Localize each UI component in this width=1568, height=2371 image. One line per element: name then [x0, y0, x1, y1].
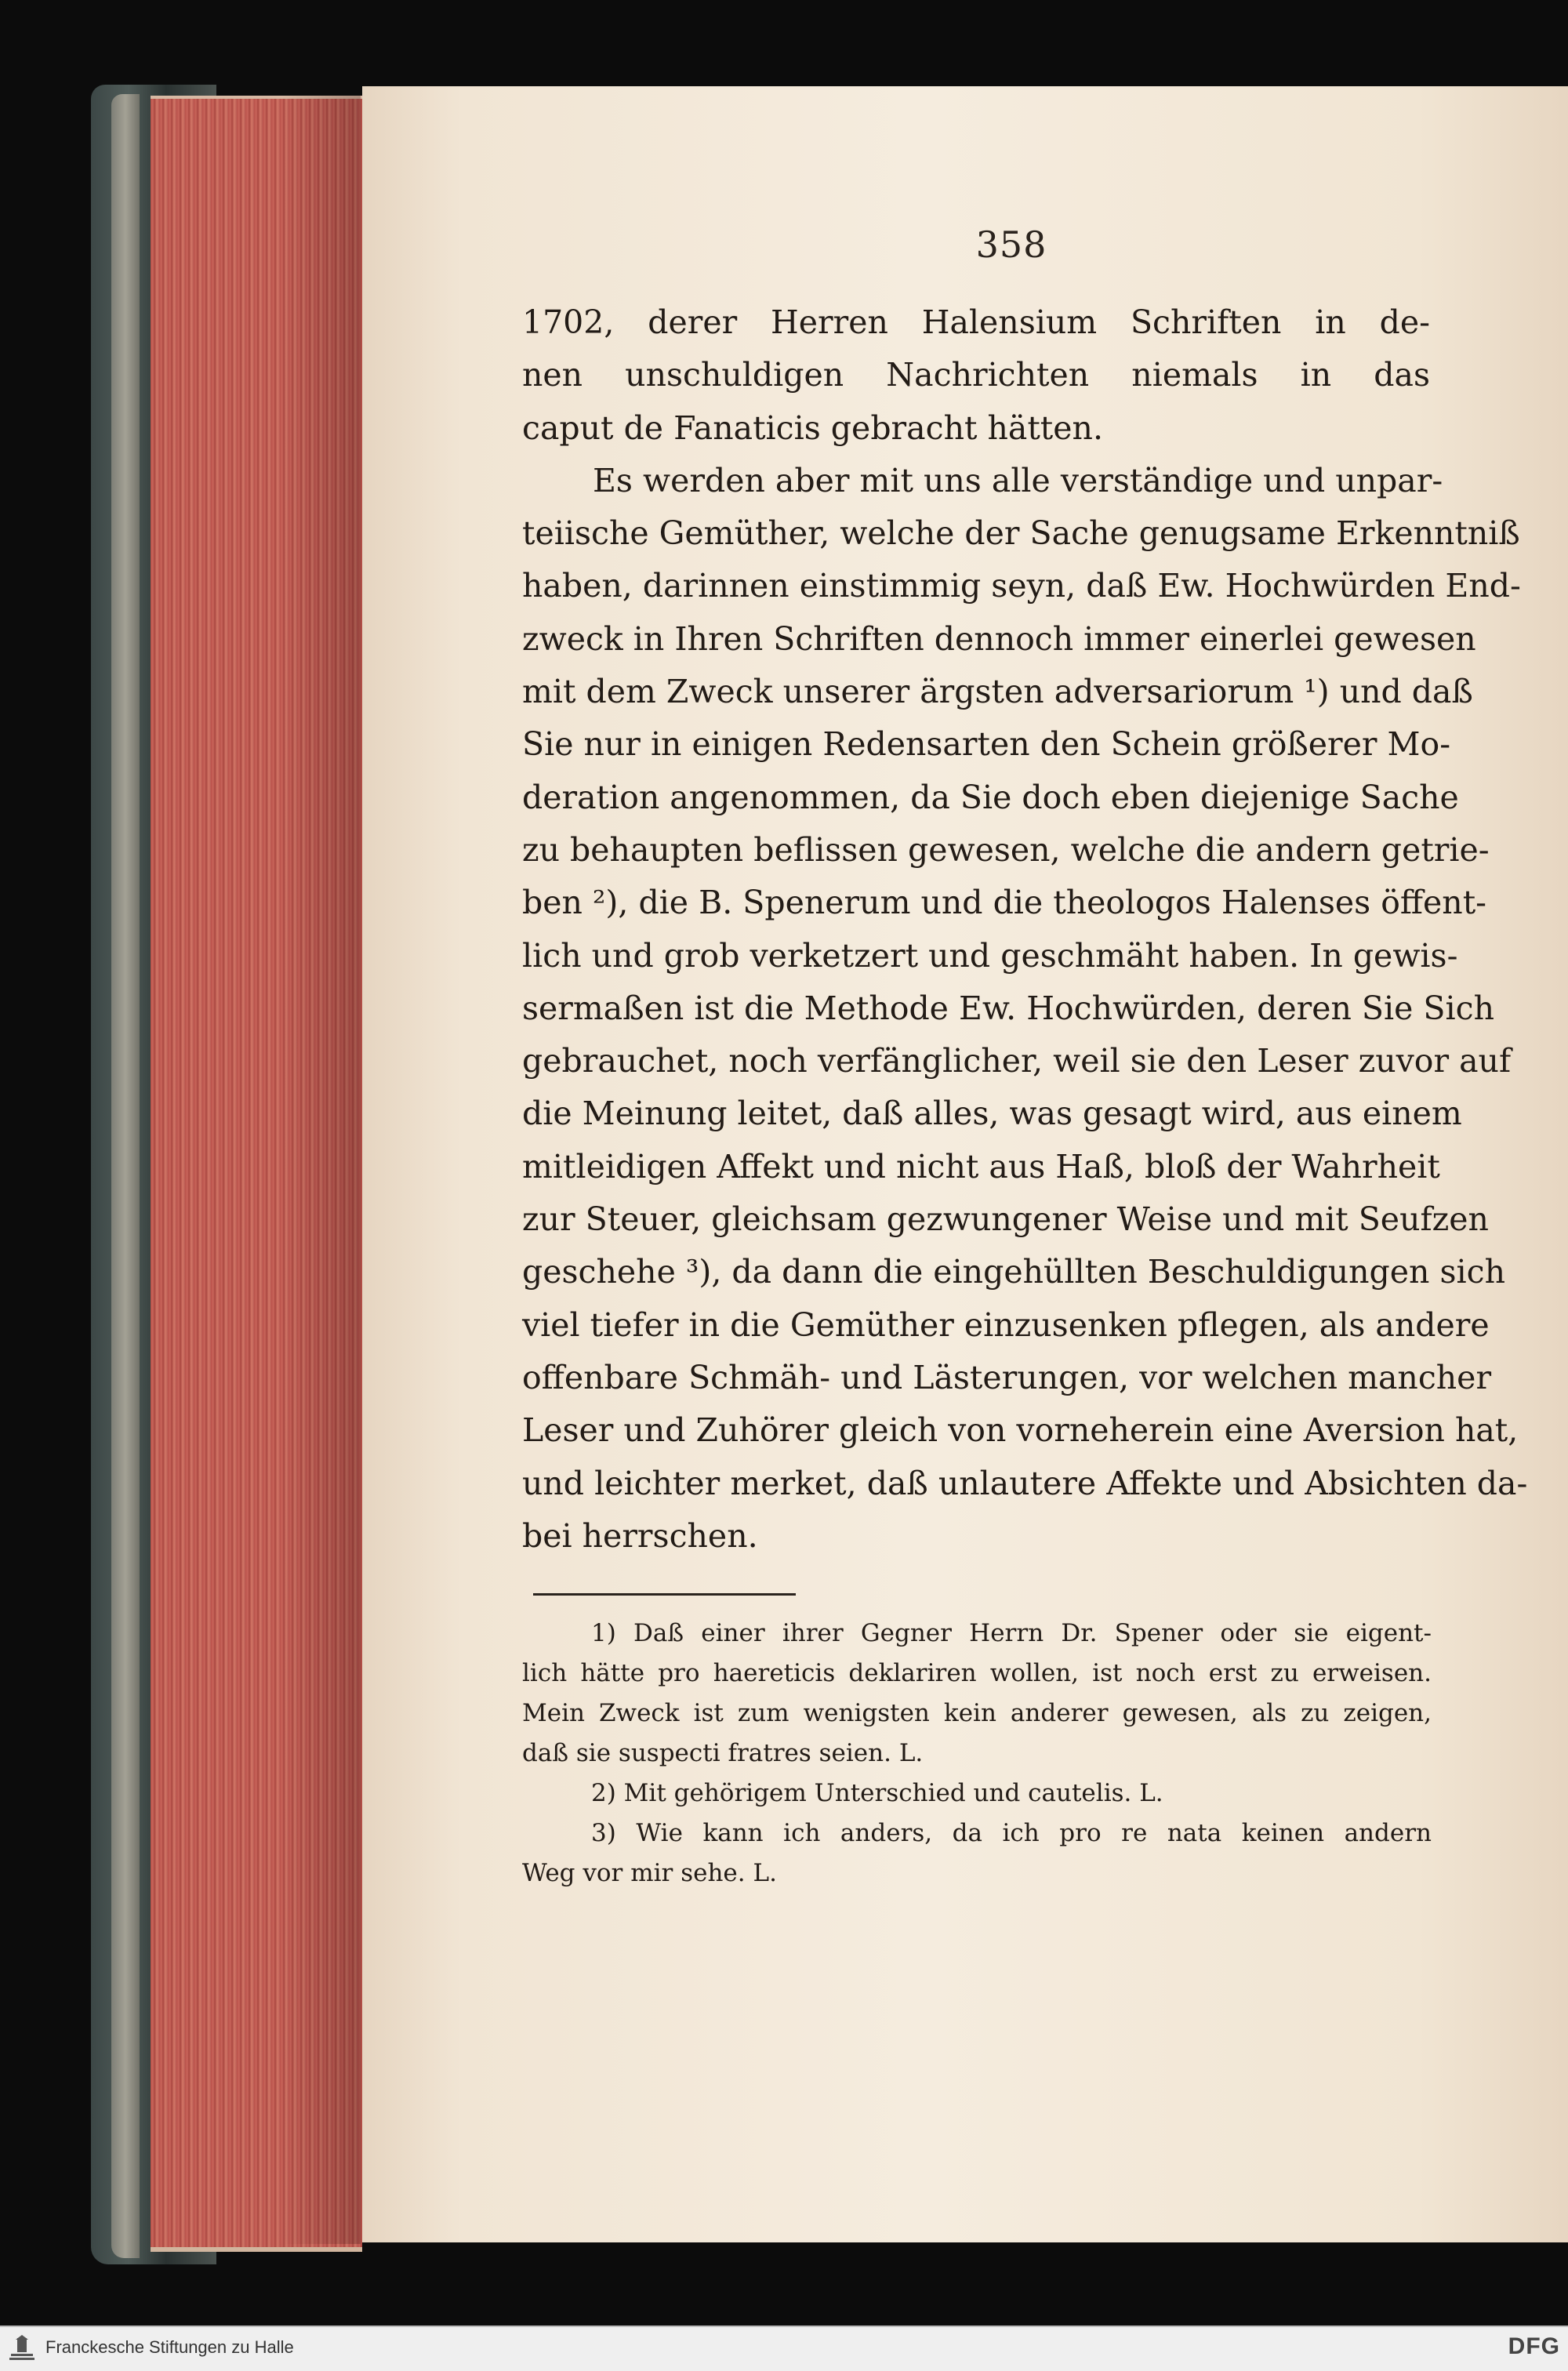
text-line: 1702, derer Herren Halensium Schriften in de-: [522, 303, 1430, 341]
text-line: offenbare Schmäh- und Lästerungen, vor welchen mancher: [522, 1358, 1492, 1396]
text-line: haben, darinnen einstimmig seyn, daß Ew. Hochwürden End-: [522, 567, 1521, 605]
page-number: 358: [975, 223, 1047, 266]
text-line: mit dem Zweck unserer ärgsten adversariorum ¹) und daß: [522, 673, 1473, 711]
text-line: Es werden aber mit uns alle verständige und unpar-: [593, 461, 1443, 499]
footnotes: [522, 1614, 1432, 1894]
text-line: viel tiefer in die Gemüther einzusenken pflegen, als andere: [522, 1305, 1490, 1344]
text-line: zweck in Ihren Schriften dennoch immer einerlei gewesen: [522, 619, 1476, 658]
text-line: geschehe ³), da dann die eingehüllten Beschuldigungen sich: [522, 1253, 1506, 1291]
dfg-logo: DFG: [1508, 2333, 1560, 2359]
page-edges-shadow: [282, 96, 361, 2244]
text-line: lich und grob verketzert und geschmäht haben. In gewis-: [522, 936, 1458, 975]
footnote-line: Mein Zweck ist zum wenigsten kein anderer gewesen, als zu zeigen,: [522, 1699, 1432, 1727]
footnote-line: 2) Mit gehörigem Unterschied und cautelis. L.: [591, 1779, 1163, 1807]
text-line: zur Steuer, gleichsam gezwungener Weise und mit Seufzen: [522, 1200, 1489, 1239]
footnote-line: 3) Wie kann ich anders, da ich pro re nata keinen andern: [591, 1819, 1432, 1847]
text-line: caput de Fanaticis gebracht hätten.: [522, 408, 1103, 447]
text-line: ben ²), die B. Spenerum und die theologos Halenses öffent-: [522, 884, 1487, 922]
text-line: bei herrschen.: [522, 1516, 758, 1555]
text-line: teiische Gemüther, welche der Sache genugsame Erkenntniß: [522, 514, 1520, 553]
text-line: die Meinung leitet, daß alles, was gesagt wird, aus einem: [522, 1095, 1462, 1133]
text-line: Leser und Zuhörer gleich von vorneherein eine Aversion hat,: [522, 1411, 1519, 1450]
institution-name: Franckesche Stiftungen zu Halle: [45, 2337, 294, 2357]
footnote-line: 1) Daß einer ihrer Gegner Herrn Dr. Spener oder sie eigent-: [591, 1619, 1432, 1647]
text-line: nen unschuldigen Nachrichten niemals in das: [522, 356, 1430, 394]
text-line: mitleidigen Affekt und nicht aus Haß, bloß der Wahrheit: [522, 1147, 1440, 1186]
cover-edge: [111, 94, 140, 2258]
text-line: und leichter merket, daß unlautere Affekte und Absichten da-: [522, 1464, 1528, 1502]
footnote-line: daß sie suspecti fratres seien. L.: [522, 1739, 924, 1767]
text-line: zu behaupten beflissen gewesen, welche die andern getrie-: [522, 830, 1490, 869]
text-line: sermaßen ist die Methode Ew. Hochwürden, deren Sie Sich: [522, 989, 1494, 1027]
body-text: [522, 296, 1528, 1563]
footnote-line: Weg vor mir sehe. L.: [522, 1859, 777, 1887]
francke-foundation-logo-icon: [6, 2335, 38, 2363]
text-line: Sie nur in einigen Redensarten den Schein größerer Mo-: [522, 725, 1451, 764]
text-line: deration angenommen, da Sie doch eben diejenige Sache: [522, 778, 1459, 816]
footer-bar: [0, 2326, 1568, 2371]
footnote-line: lich hätte pro haereticis deklariren wollen, ist noch erst zu erweisen.: [522, 1659, 1432, 1687]
text-line: gebrauchet, noch verfänglicher, weil sie den Leser zuvor auf: [522, 1042, 1512, 1080]
footnote-rule: [533, 1593, 796, 1596]
